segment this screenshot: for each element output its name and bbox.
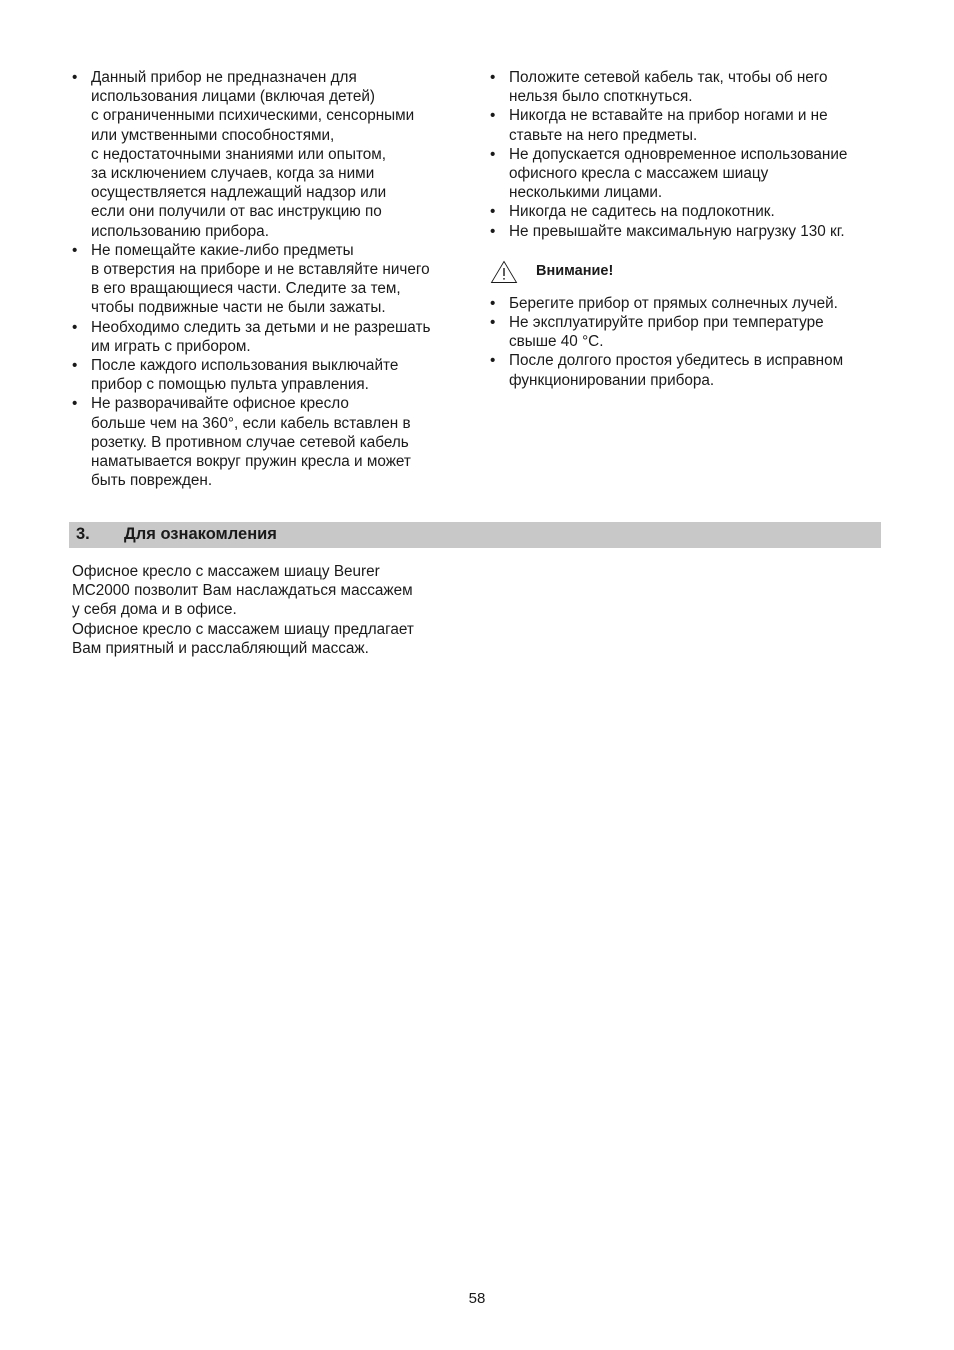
intro-paragraph bbox=[72, 562, 492, 658]
text-line: • Данный прибор не предназначен для bbox=[91, 69, 357, 86]
section-heading bbox=[69, 522, 881, 548]
section-number: 3. bbox=[76, 525, 90, 544]
warning-title: Внимание! bbox=[536, 263, 614, 280]
list-item bbox=[490, 68, 890, 106]
text-line: несколькими лицами. bbox=[509, 184, 663, 202]
list-item bbox=[490, 145, 890, 203]
text-line: ставьте на него предметы. bbox=[509, 126, 698, 144]
text-line: розетку. В противном случае сетевой кабель bbox=[91, 433, 409, 451]
text-line: им играть с прибором. bbox=[91, 337, 251, 355]
text-line: чтобы подвижные части не были зажаты. bbox=[91, 299, 386, 317]
text-line: свыше 40 °C. bbox=[509, 333, 604, 351]
text-line: прибор с помощью пульта управления. bbox=[91, 376, 369, 394]
text-line: использованию прибора. bbox=[91, 222, 269, 240]
text-line: • Никогда не вставайте на прибор ногами и не bbox=[509, 107, 828, 125]
warning-list bbox=[490, 294, 890, 390]
list-item bbox=[72, 318, 464, 356]
left-column bbox=[72, 68, 464, 490]
text-line: с ограниченными психическими, сенсорными bbox=[91, 107, 415, 125]
text-line: или умственными способностями, bbox=[91, 126, 335, 144]
text-line: за исключением случаев, когда за ними bbox=[91, 165, 375, 183]
text-line: осуществляется надлежащий надзор или bbox=[91, 184, 387, 202]
text-line: • Никогда не садитесь на подлокотник. bbox=[509, 203, 775, 221]
list-item bbox=[490, 313, 890, 351]
list-item bbox=[490, 202, 890, 221]
text-line: если они получили от вас инструкцию по bbox=[91, 203, 382, 221]
text-line: офисного кресла с массажем шиацу bbox=[509, 165, 769, 183]
text-line: • Берегите прибор от прямых солнечных лучей. bbox=[509, 294, 838, 312]
right-column bbox=[490, 68, 890, 390]
text-line: • Не помещайте какие-либо предметы bbox=[91, 241, 354, 259]
text-line: • Не эксплуатируйте прибор при температуре bbox=[509, 314, 824, 332]
text-line: в отверстия на приборе и не вставляйте ничего bbox=[91, 261, 430, 279]
text-line: наматывается вокруг пружин кресла и может bbox=[91, 453, 411, 471]
section-title: Для ознакомления bbox=[124, 525, 277, 544]
text-line: Офисное кресло с массажем шиацу предлагает bbox=[72, 620, 414, 638]
text-line: • Не превышайте максимальную нагрузку 130 кг. bbox=[509, 222, 845, 240]
list-item bbox=[490, 351, 890, 389]
list-item bbox=[490, 294, 890, 313]
text-line: Офисное кресло с массажем шиацу Beurer bbox=[72, 563, 380, 580]
text-line: с недостаточными знаниями или опытом, bbox=[91, 145, 387, 163]
text-line: у себя дома и в офисе. bbox=[72, 601, 237, 619]
text-line: • Не допускается одновременное использование bbox=[509, 145, 848, 163]
safety-list-right bbox=[490, 68, 890, 241]
text-line: нельзя было споткнуться. bbox=[509, 88, 693, 106]
text-line: • Необходимо следить за детьми и не разрешать bbox=[91, 318, 431, 336]
text-line: • После каждого использования выключайте bbox=[91, 357, 399, 375]
list-item bbox=[72, 68, 464, 241]
text-line: • Не разворачивайте офисное кресло bbox=[91, 395, 349, 413]
safety-list-left bbox=[72, 68, 464, 490]
text-line: быть поврежден. bbox=[91, 472, 213, 490]
list-item bbox=[490, 222, 890, 241]
text-line: использования лицами (включая детей) bbox=[91, 88, 375, 106]
text-line: MC2000 позволит Вам наслаждаться массажем bbox=[72, 582, 413, 600]
list-item bbox=[72, 356, 464, 394]
text-line: Вам приятный и расслабляющий массаж. bbox=[72, 639, 369, 657]
text-line: • Положите сетевой кабель так, чтобы об него bbox=[509, 69, 828, 86]
list-item bbox=[72, 394, 464, 490]
list-item bbox=[72, 241, 464, 318]
text-line: • После долгого простоя убедитесь в исправном bbox=[509, 352, 844, 370]
warning-triangle-icon bbox=[490, 260, 518, 284]
text-line: больше чем на 360°, если кабель вставлен в bbox=[91, 414, 411, 432]
text-line: в его вращающиеся части. Следите за тем, bbox=[91, 280, 401, 298]
warning-heading bbox=[490, 260, 890, 284]
text-line: функционировании прибора. bbox=[509, 371, 715, 389]
list-item bbox=[490, 106, 890, 144]
page-number: 58 bbox=[468, 1290, 486, 1307]
